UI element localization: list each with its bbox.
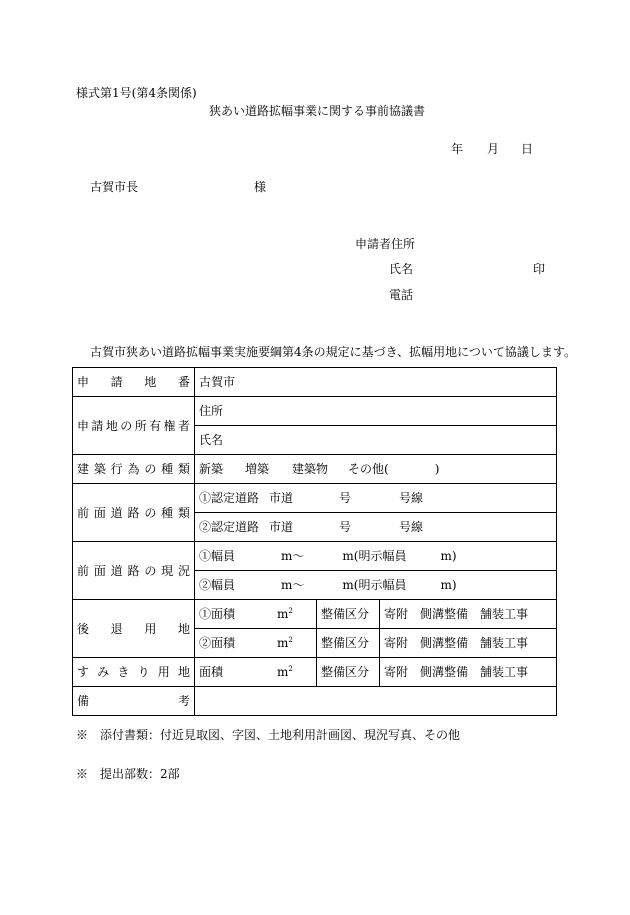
building-act-label: 建築行為の種類 <box>73 455 195 484</box>
option-donation[interactable]: 寄附 <box>384 607 409 621</box>
owner-name[interactable]: 氏名 <box>195 426 557 455</box>
road-type-line: 号線 <box>399 520 424 534</box>
road-status-label: 前面道路の現況 <box>73 542 195 600</box>
table-row <box>73 484 557 513</box>
option-gutter[interactable]: 側溝整備 <box>420 607 469 621</box>
area-label: ②面積 <box>199 636 236 650</box>
road-status-row-2[interactable] <box>195 571 557 600</box>
width-m1: m〜 <box>281 578 305 592</box>
width-prefix: ①幅員 <box>199 549 236 563</box>
width-prefix: ②幅員 <box>199 578 236 592</box>
width-m1: m〜 <box>281 549 305 563</box>
option-paving[interactable]: 舗装工事 <box>480 607 529 621</box>
setback-area-1[interactable] <box>195 600 317 629</box>
setback-area-2[interactable] <box>195 629 317 658</box>
table-row <box>73 542 557 571</box>
road-type-line: 号線 <box>399 491 424 505</box>
corner-label: すみきり用地 <box>73 658 195 687</box>
area-label: ①面積 <box>199 607 236 621</box>
table-row <box>73 397 557 426</box>
table-row <box>73 600 557 629</box>
option-other-close: ) <box>434 462 440 476</box>
area-unit-sup: 2 <box>288 636 293 644</box>
road-type-no: 号 <box>339 491 352 505</box>
option-extension[interactable]: 増築 <box>245 462 270 476</box>
area-unit: m <box>277 607 289 621</box>
area-label: 面積 <box>199 665 224 679</box>
road-type-city: 市道 <box>269 520 294 534</box>
road-type-prefix: ②認定道路 <box>199 520 260 534</box>
road-type-row-1[interactable] <box>195 484 557 513</box>
date-day: 日 <box>521 142 534 156</box>
table-row <box>73 368 557 397</box>
remarks-label: 備考 <box>73 687 195 716</box>
option-building[interactable]: 建築物 <box>292 462 329 476</box>
maintenance-label: 整備区分 <box>317 658 380 687</box>
form-number: 様式第1号(第4条関係) <box>76 86 197 100</box>
intro-text: 古賀市狭あい道路拡幅事業実施要綱第4条の規定に基づき、拡幅用地について協議します。 <box>90 345 576 359</box>
road-type-label: 前面道路の種類 <box>73 484 195 542</box>
addressee-name: 古賀市長 <box>90 180 139 194</box>
table-row <box>73 455 557 484</box>
document-title: 狭あい道路拡幅事業に関する事前協議書 <box>209 104 426 118</box>
owner-label: 申請地の所有権者 <box>73 397 195 455</box>
applicant-address-label: 申請者住所 <box>355 237 416 251</box>
site-value[interactable]: 古賀市 <box>195 368 557 397</box>
maintenance-options[interactable] <box>380 629 557 658</box>
maintenance-label: 整備区分 <box>317 600 380 629</box>
owner-address[interactable]: 住所 <box>195 397 557 426</box>
option-gutter[interactable]: 側溝整備 <box>420 636 469 650</box>
road-type-no: 号 <box>339 520 352 534</box>
road-type-row-2[interactable] <box>195 513 557 542</box>
option-paving[interactable]: 舗装工事 <box>480 665 529 679</box>
corner-area[interactable] <box>195 658 317 687</box>
setback-label: 後退用地 <box>73 600 195 658</box>
addressee-honorific: 様 <box>254 180 267 194</box>
road-type-city: 市道 <box>269 491 294 505</box>
option-paving[interactable]: 舗装工事 <box>480 636 529 650</box>
maintenance-options[interactable] <box>380 658 557 687</box>
width-m3: m) <box>440 578 457 592</box>
date-month: 月 <box>487 142 500 156</box>
applicant-name-label: 氏名 <box>389 262 414 276</box>
width-m3: m) <box>440 549 457 563</box>
area-unit-sup: 2 <box>288 665 293 673</box>
road-type-prefix: ①認定道路 <box>199 491 260 505</box>
site-label: 申請地番 <box>73 368 195 397</box>
application-table <box>72 367 557 716</box>
remarks-value[interactable] <box>195 687 557 716</box>
applicant-phone-label: 電話 <box>389 288 414 302</box>
width-m2: m(明示幅員 <box>342 578 407 592</box>
area-unit: m <box>277 665 289 679</box>
area-unit-sup: 2 <box>288 607 293 615</box>
option-donation[interactable]: 寄附 <box>384 636 409 650</box>
road-status-row-1[interactable] <box>195 542 557 571</box>
maintenance-options[interactable] <box>380 600 557 629</box>
width-m2: m(明示幅員 <box>342 549 407 563</box>
option-other[interactable]: その他( <box>348 462 389 476</box>
table-row <box>73 687 557 716</box>
area-unit: m <box>277 636 289 650</box>
applicant-seal-label: 印 <box>533 262 546 276</box>
building-act-options[interactable] <box>195 455 557 484</box>
maintenance-label: 整備区分 <box>317 629 380 658</box>
table-row <box>73 658 557 687</box>
copies-note: ※ 提出部数：2部 <box>76 767 180 781</box>
option-donation[interactable]: 寄附 <box>384 665 409 679</box>
option-gutter[interactable]: 側溝整備 <box>420 665 469 679</box>
attachments-note: ※ 添付書類：付近見取図、字図、土地利用計画図、現況写真、その他 <box>76 728 461 742</box>
date-year: 年 <box>451 142 464 156</box>
option-new[interactable]: 新築 <box>199 462 224 476</box>
